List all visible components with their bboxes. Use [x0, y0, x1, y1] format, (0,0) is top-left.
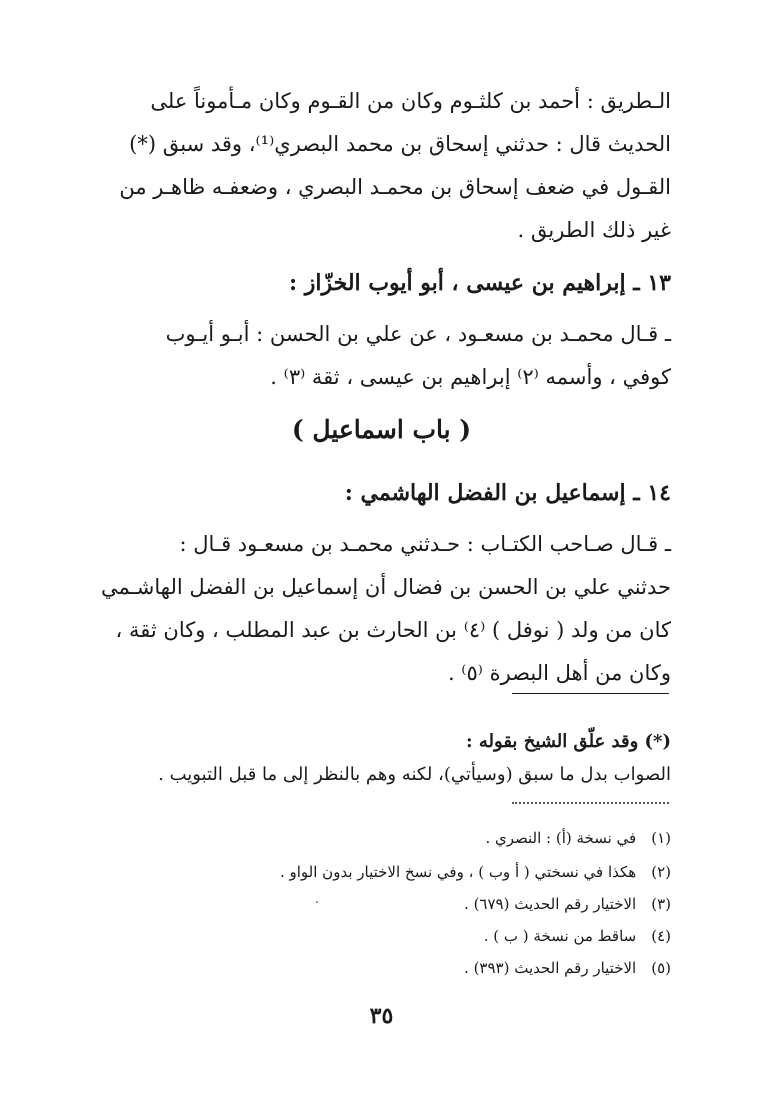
footnote-4 — [111, 925, 671, 947]
text-line: وكان من أهل البصرة ⁽٥⁾ . — [447, 661, 671, 685]
text-line: الـطريق : أحمد بن كلثـوم وكان من القـوم وكان مـأموناً على — [150, 89, 671, 113]
text-line: ـ قـال صـاحب الكتـاب : حـدثني محمـد بن مسعـود قـال : — [179, 532, 671, 556]
page-number: ٣٥ — [369, 1003, 394, 1029]
text-line: ـ قـال محمـد بن مسعـود ، عن علي بن الحسن : أبـو أيـوب — [165, 322, 671, 346]
text-line: حدثني علي بن الحسن بن فضال أن إسماعيل بن الفضل الهاشـمي — [100, 575, 671, 599]
footnote-text: الاختيار رقم الحديث (٣٩٣) . — [464, 959, 637, 977]
footnote-1 — [111, 827, 671, 849]
footnote-text: ساقط من نسخة ( ب ) . — [483, 927, 637, 945]
footnote-5 — [111, 957, 671, 979]
text-line: كوفي ، وأسمه ⁽٢⁾ إبراهيم بن عيسى ، ثقة ⁽٣⁾ . — [270, 365, 671, 389]
paragraph-intro — [91, 80, 671, 252]
entry-13-body — [91, 313, 671, 399]
footnote-text: الاختيار رقم الحديث (٦٧٩) . — [464, 895, 637, 913]
footnote-number: (٤) — [651, 927, 671, 945]
footnote-2 — [111, 861, 671, 883]
footnote-number: (٢) — [651, 863, 671, 881]
footnote-number: (٣) — [651, 895, 671, 913]
footnote-number: (٥) — [651, 959, 671, 977]
footnote-number: (١) — [651, 829, 671, 847]
dotted-divider — [512, 802, 669, 804]
section-title: ( باب اسماعيل ) — [291, 415, 472, 444]
note-heading: (*) وقد علّق الشيخ بقوله : — [465, 731, 671, 752]
text-line: غير ذلك الطريق . — [517, 218, 671, 242]
text-line: كان من ولد ( نوفل ) ⁽٤⁾ بن الحارث بن عبد المطلب ، وكان ثقة ، — [115, 618, 671, 642]
footnote-3 — [111, 893, 671, 915]
footnote-divider — [512, 693, 669, 694]
print-speck — [316, 901, 318, 903]
footnote-text: هكذا في نسختي ( أ وب ) ، وفي نسخ الاختيار بدون الواو . — [279, 863, 637, 881]
entry-14-heading: ١٤ ـ إسماعيل بن الفضل الهاشمي : — [344, 480, 671, 506]
footnote-text: في نسخة (أ) : النصري . — [485, 829, 637, 847]
note-text: الصواب بدل ما سبق (وسيأتي)، لكنه وهم بالنظر إلى ما قبل التبويب . — [158, 764, 671, 785]
text-line: القـول في ضعف إسحاق بن محمـد البصري ، وضعفـه ظاهـر من — [119, 175, 671, 199]
text-line: الحديث قال : حدثني إسحاق بن محمد البصري⁽¹⁾، وقد سبق (*) — [129, 132, 671, 156]
entry-14-body — [91, 523, 671, 695]
entry-13-heading: ١٣ ـ إبراهيم بن عيسى ، أبو أيوب الخزّاز : — [288, 270, 671, 296]
